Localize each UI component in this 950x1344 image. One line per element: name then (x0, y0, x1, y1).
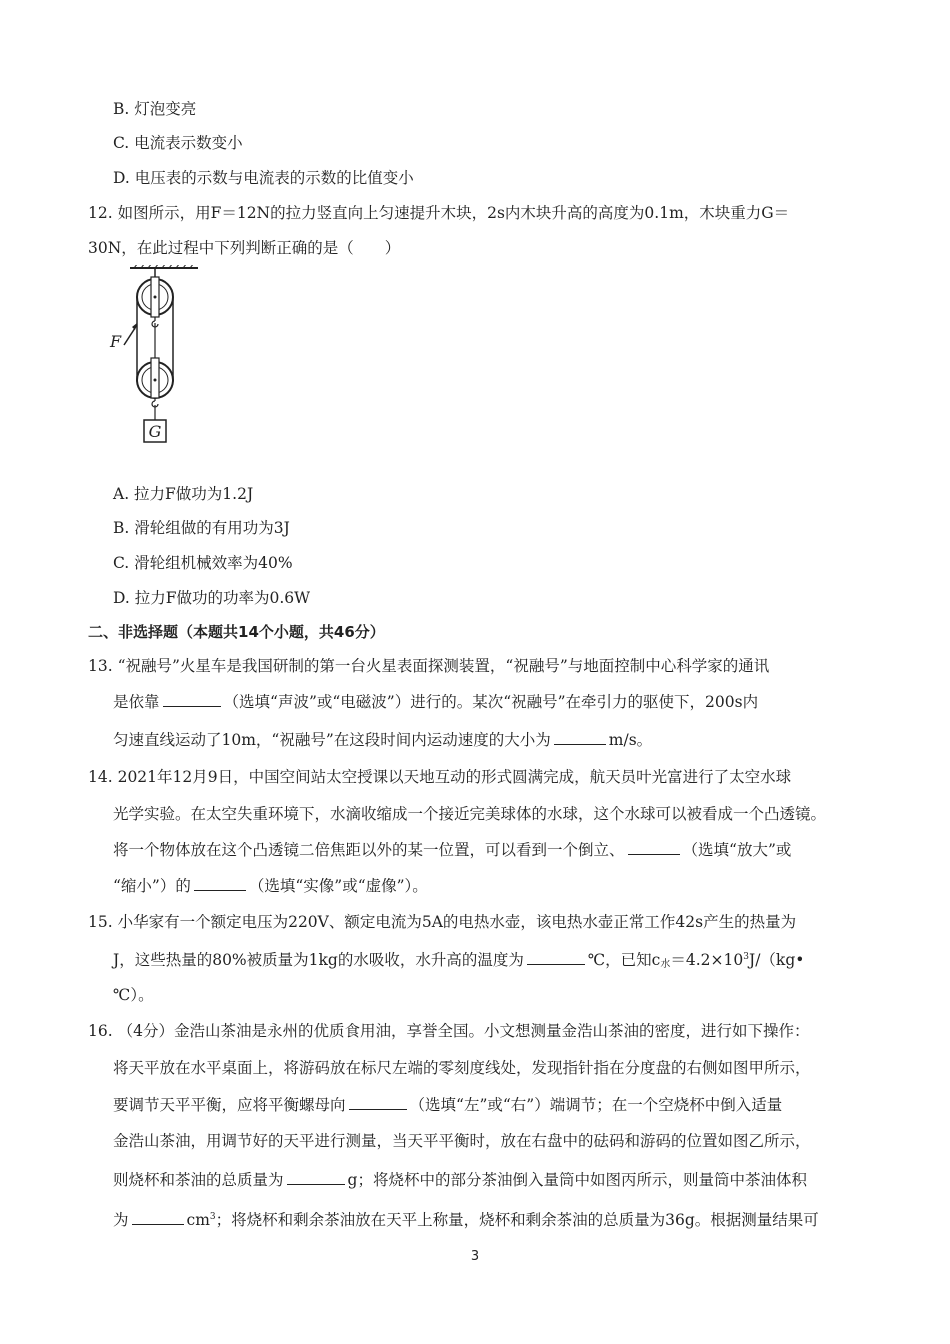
q11-option-d: D. 电压表的示数与电流表的示数的比值变小 (113, 169, 414, 187)
blank (194, 876, 246, 891)
section-heading: 二、非选择题（本题共14个小题，共46分） (88, 623, 385, 641)
blank (554, 730, 606, 745)
q12-option-d: D. 拉力F做功的功率为0.6W (113, 589, 311, 607)
weight-label: G (148, 422, 162, 441)
q16-line5: 则烧杯和茶油的总质量为 g；将烧杯中的部分茶油倒入量筒中如图丙所示，则量筒中茶油体积 (113, 1171, 807, 1189)
blank (628, 840, 680, 855)
q15-line3: ℃）。 (113, 986, 154, 1004)
q12-stem-line1: 12. 如图所示，用F＝12N的拉力竖直向上匀速提升木块，2s内木块升高的高度为0.1m，木块重力G＝ (88, 204, 790, 222)
q14-line2: 光学实验。在太空失重环境下，水滴收缩成一个接近完美球体的水球，这个水球可以被看成一个凸透镜。 (113, 805, 827, 823)
blank (287, 1170, 345, 1185)
blank (527, 950, 585, 965)
q13-line3: 匀速直线运动了10m，“祝融号”在这段时间内运动速度的大小为 m/s。 (113, 731, 653, 749)
q14-line4: “缩小”）的 （选填“实像”或“虚像”）。 (113, 877, 428, 895)
blank (349, 1095, 407, 1110)
q11-option-c: C. 电流表示数变小 (113, 134, 243, 152)
q11-option-b: B. 灯泡变亮 (113, 100, 197, 118)
q13-line2: 是依靠 （选填“声波”或“电磁波”）进行的。某次“祝融号”在牵引力的驱使下，200s内 (113, 693, 759, 711)
page-number: 3 (470, 1249, 480, 1264)
q15-line1: 15. 小华家有一个额定电压为220V、额定电流为5A的电热水壶，该电热水壶正常工作42s产生的热量为 (88, 913, 797, 931)
q16-line1: 16. （4分）金浩山茶油是永州的优质食用油，享誉全国。小文想测量金浩山茶油的密度，进行如下操作： (88, 1022, 810, 1040)
blank (163, 692, 221, 707)
blank (132, 1210, 184, 1225)
pulley-diagram (108, 265, 198, 447)
q16-line2: 将天平放在水平桌面上，将游码放在标尺左端的零刻度线处，发现指针指在分度盘的右侧如图甲所示， (113, 1059, 811, 1077)
q12-option-b: B. 滑轮组做的有用功为3J (113, 519, 290, 537)
force-label: F (110, 332, 122, 351)
q14-line1: 14. 2021年12月9日，中国空间站太空授课以天地互动的形式圆满完成，航天员叶光富进行了太空水球 (88, 768, 792, 786)
q12-stem-line2: 30N，在此过程中下列判断正确的是（ ） (88, 239, 401, 257)
q15-line2: J，这些热量的80%被质量为1kg的水吸收，水升高的温度为 ℃，已知$c_水=4.2\times 10^3J/(kg•$ (113, 951, 805, 970)
q16-line4: 金浩山茶油，用调节好的天平进行测量，当天平平衡时，放在右盘中的砝码和游码的位置如图乙所示， (113, 1132, 811, 1150)
q14-line3: 将一个物体放在这个凸透镜二倍焦距以外的某一位置，可以看到一个倒立、 （选填“放大”或 (113, 841, 792, 859)
q13-line1: 13. “祝融号”火星车是我国研制的第一台火星表面探测装置，“祝融号”与地面控制中心科学家的通讯 (88, 657, 770, 675)
q12-option-c: C. 滑轮组机械效率为40% (113, 554, 293, 572)
q16-line3: 要调节天平平衡，应将平衡螺母向 （选填“左”或“右”）端调节；在一个空烧杯中倒入适量 (113, 1096, 783, 1114)
q16-line6: 为 $cm^3$；将烧杯和剩余茶油放在天平上称量，烧杯和剩余茶油的总质量为36g。根据测量结果可 (113, 1211, 819, 1229)
q12-option-a: A. 拉力F做功为1.2J (113, 485, 254, 503)
